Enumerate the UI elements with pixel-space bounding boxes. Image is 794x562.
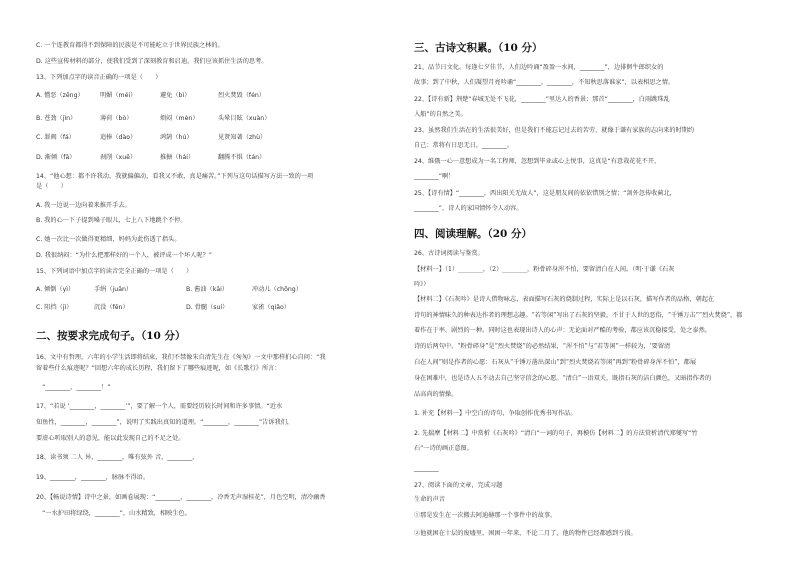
section-title: 三、古诗文积累。（10 分） — [414, 42, 543, 54]
option-item: 烈火焚毁（fén） — [218, 92, 266, 99]
text-line: B. 我的心一下子提到嗓子眼儿，七上八下地跳个不停。 — [36, 217, 187, 224]
text-line: “________，________！” — [36, 384, 111, 391]
text-line: 【材料二】《石灰吟》是诗人借物咏志，表面描写石灰的烧制过程，实际上是以石灰，描写作者的品格，朝起在 — [414, 296, 715, 303]
text-line: 白在人间”则是作者的心愿：石灰从“千锤万凿出深山”到“烈火焚烧若等闲”再到“粉骨碎身浑不怕”，都展 — [414, 359, 697, 366]
section-title: 四、阅读理解。（20 分） — [414, 228, 533, 240]
text-line: “一水护田将绿绕，________”，山水精致，相映生色。 — [36, 510, 191, 517]
option-item: 见贤知著（zhù） — [218, 134, 267, 141]
option-item: B. 苍劲（jìn） — [36, 115, 77, 122]
text-line: ________ — [414, 465, 439, 472]
option-item: A. 倾倒（yì） — [36, 286, 75, 293]
question-stem: 13、下列加点字的读音正确的一项是（ ） — [36, 74, 162, 81]
option-item: 冲动儿（chōng） — [252, 286, 302, 293]
option-item: 翻腾不惧（tán） — [218, 154, 266, 161]
option-item: 推搪（hái） — [160, 154, 195, 161]
section-title: 二、按要求完成句子。（10 分） — [36, 330, 186, 342]
text-line: 入船”的自然之美。 — [414, 111, 467, 118]
text-line: 18、读书须 二人 异，________，唯有弦外 音，________， — [36, 454, 199, 461]
option-item: C. 阻挡（jì） — [36, 304, 73, 311]
text-line: 是（ ） — [36, 183, 67, 190]
text-line: 知鱼性，________，________”，说明了实践出真知的道理。“________，________”告诉我们， — [36, 419, 294, 426]
text-line: 23、虽然我们生活在的生活很美好，但是我们不能忘记过去的苦劳，就像于谦有家族的志向来的时期约 — [414, 127, 695, 134]
option-item: 薄荷（bò） — [100, 115, 133, 122]
text-line: ②他就困在十层的废墟里，困困一年来，不论二月了，他的物件已经都感到亏损。 — [414, 530, 637, 537]
text-line: 故事；到了中秋，人们凝望月亮吟诵“________，________，不知秋思落谁家”，以表相思之情。 — [414, 79, 675, 86]
option-item: 避免（bì） — [160, 92, 191, 99]
text-line: 2. 先揣摩【材料二】中赏析《石灰吟》“清白”一词的句子，再模仿【材料二】的方法赏析清代郑燮写“竹 — [414, 430, 698, 437]
text-line: 20、【畅说诗情】诗中之景，如画卷展现：“________，________，冷香无声湿桂花”，月色空明，清冷幽香 — [36, 494, 326, 501]
text-line: 生命的声音 — [414, 496, 445, 503]
text-line: C. 她一次比一次做得更精细，妈妈为此伤透了指头。 — [36, 236, 181, 243]
text-line: D. 这些宣传材料的部分，使我们受到了深刻教育和启迪，我们应该抓住生活的思考。 — [36, 58, 268, 65]
text-line: 吟》） — [414, 281, 430, 288]
text-line: 16、文中有哲理，六年的小学生活即将结束，我们不禁像朱自清先生在《匆匆》一文中那样扪心自问：“我 — [36, 354, 326, 361]
option-item: 头晕目眩（xuàn） — [218, 115, 271, 122]
text-line: D. 我很纳闷：“为什么把那样好的一个人，被评成一个坏人呢？” — [36, 252, 212, 259]
text-line: 24、维俄一心一意想成为一名工程师，忽想到毕业或心上悦事，这真是“有意栽花花不开， — [414, 158, 661, 165]
text-line: 1. 补充【材料一】中空白的诗句，争取创作优秀书写作品。 — [414, 410, 577, 417]
option-item: 鸿鹄（hú） — [160, 134, 193, 141]
text-line: 21、品节日文化。每逢七夕佳节，人们边吟诵“盈盈一水间，________”，边徘徊牛郎织女的 — [414, 64, 664, 71]
text-line: 着作在于率、剧烈的一种。同时这也表现出诗人的心声：无论面对严酷的考验，都应该沉稳接受，处之泰然。 — [414, 327, 711, 334]
text-line: 留着些什么痕迹呢？”回想六年的成长历程，我们留下了哪些痕迹呢，如《长歌行》所言： — [36, 365, 281, 372]
text-line: ________”，诗人的家国情怀令人动容。 — [414, 205, 523, 212]
text-line: 25、【诗有情】“________，西出阳关无故人”，这是朋友间的依依惜别之情；“剑外忽传收蓟北， — [414, 190, 676, 197]
option-item: 沉没（fēn） — [94, 304, 129, 311]
text-line: 【材料一】（1）________，（2）________，粉骨碎身浑不怕，要留清白在人间。（明·于谦《石灰 — [414, 266, 675, 273]
option-item: 家雀（qiǎo） — [252, 304, 290, 311]
text-line: 身在困难中，也是诗人五不动去自己坚守信念的心愿。“清白”一语双关，既指石灰的洁白颜色，又暗指作者的 — [414, 375, 712, 382]
option-item: D. 骨髓（suí） — [186, 304, 229, 311]
option-item: 明媚（méi） — [100, 92, 137, 99]
text-line: 自己：常将有日思无日，________。 — [414, 142, 513, 149]
option-item: A. 憎恶（zēng） — [36, 92, 84, 99]
option-item: 追捧（dào） — [100, 134, 137, 141]
option-item: D. 渐倾（fā） — [36, 154, 76, 161]
text-line: 石”一诗的画正意图。 — [414, 445, 473, 452]
text-line: 诗句的神情味久的种表达作者的理想志趣。“若等闲”写出了石灰的坚毅，不甘于人世的恶俗，“千锤万击”“烈火焚烧”，都 — [414, 312, 743, 319]
text-line: ①那是发生在一次搬去阿迪赫那一个事件中的故事。 — [414, 512, 557, 519]
text-line: 26、古诗词阅读与鉴赏。 — [414, 250, 484, 257]
text-line: 22、【诗有新】荆楚“春城无处不飞花，________”里达人的香景；那首“________，白雨跳珠乱 — [414, 96, 670, 103]
text-line: 17、“若说 ‘________，________’”，要了解一个人，需要经历较长时间和许多事情。“近水 — [36, 403, 283, 410]
text-line: 品高尚的情操。 — [414, 391, 458, 398]
option-item: C. 罪阀（fá） — [36, 134, 75, 141]
option-item: 烦闷（mèn） — [160, 115, 199, 122]
text-line: 诗的后两句中，“粉骨碎身”是“烈火焚烧”的必然结果，“浑不怕”与“若等闲”一样较为，‘要留清 — [414, 343, 671, 350]
text-line: A. 我一边说一边向着来推开手去。 — [36, 202, 131, 209]
option-item: 手绢（juān） — [94, 286, 133, 293]
text-line: ________”啊！ — [414, 173, 455, 180]
text-line: 19、________，________，脉脉不得语。 — [36, 474, 150, 481]
text-line: C. 一个连教育都得不到保障的民族是不可能屹立于世界民族之林的。 — [36, 42, 224, 49]
text-line: 要虚心听取别人的意见，能以此发现自己的不足之处。 — [36, 435, 185, 442]
text-line: 15、下列词语中加点字的读音完全正确的一项是（ ） — [36, 268, 193, 275]
text-line: 14、“他心想：都不许我动，我就偏偏动，看我又不敢，真是痛苦。”下列与这句话描写方法一致的一项 — [36, 173, 314, 180]
option-item: B. 酱油（kāi） — [186, 286, 229, 293]
option-item: 刹削（xuē） — [100, 154, 137, 161]
text-line: 27、阅读下面的文章，完成习题 — [414, 482, 503, 489]
